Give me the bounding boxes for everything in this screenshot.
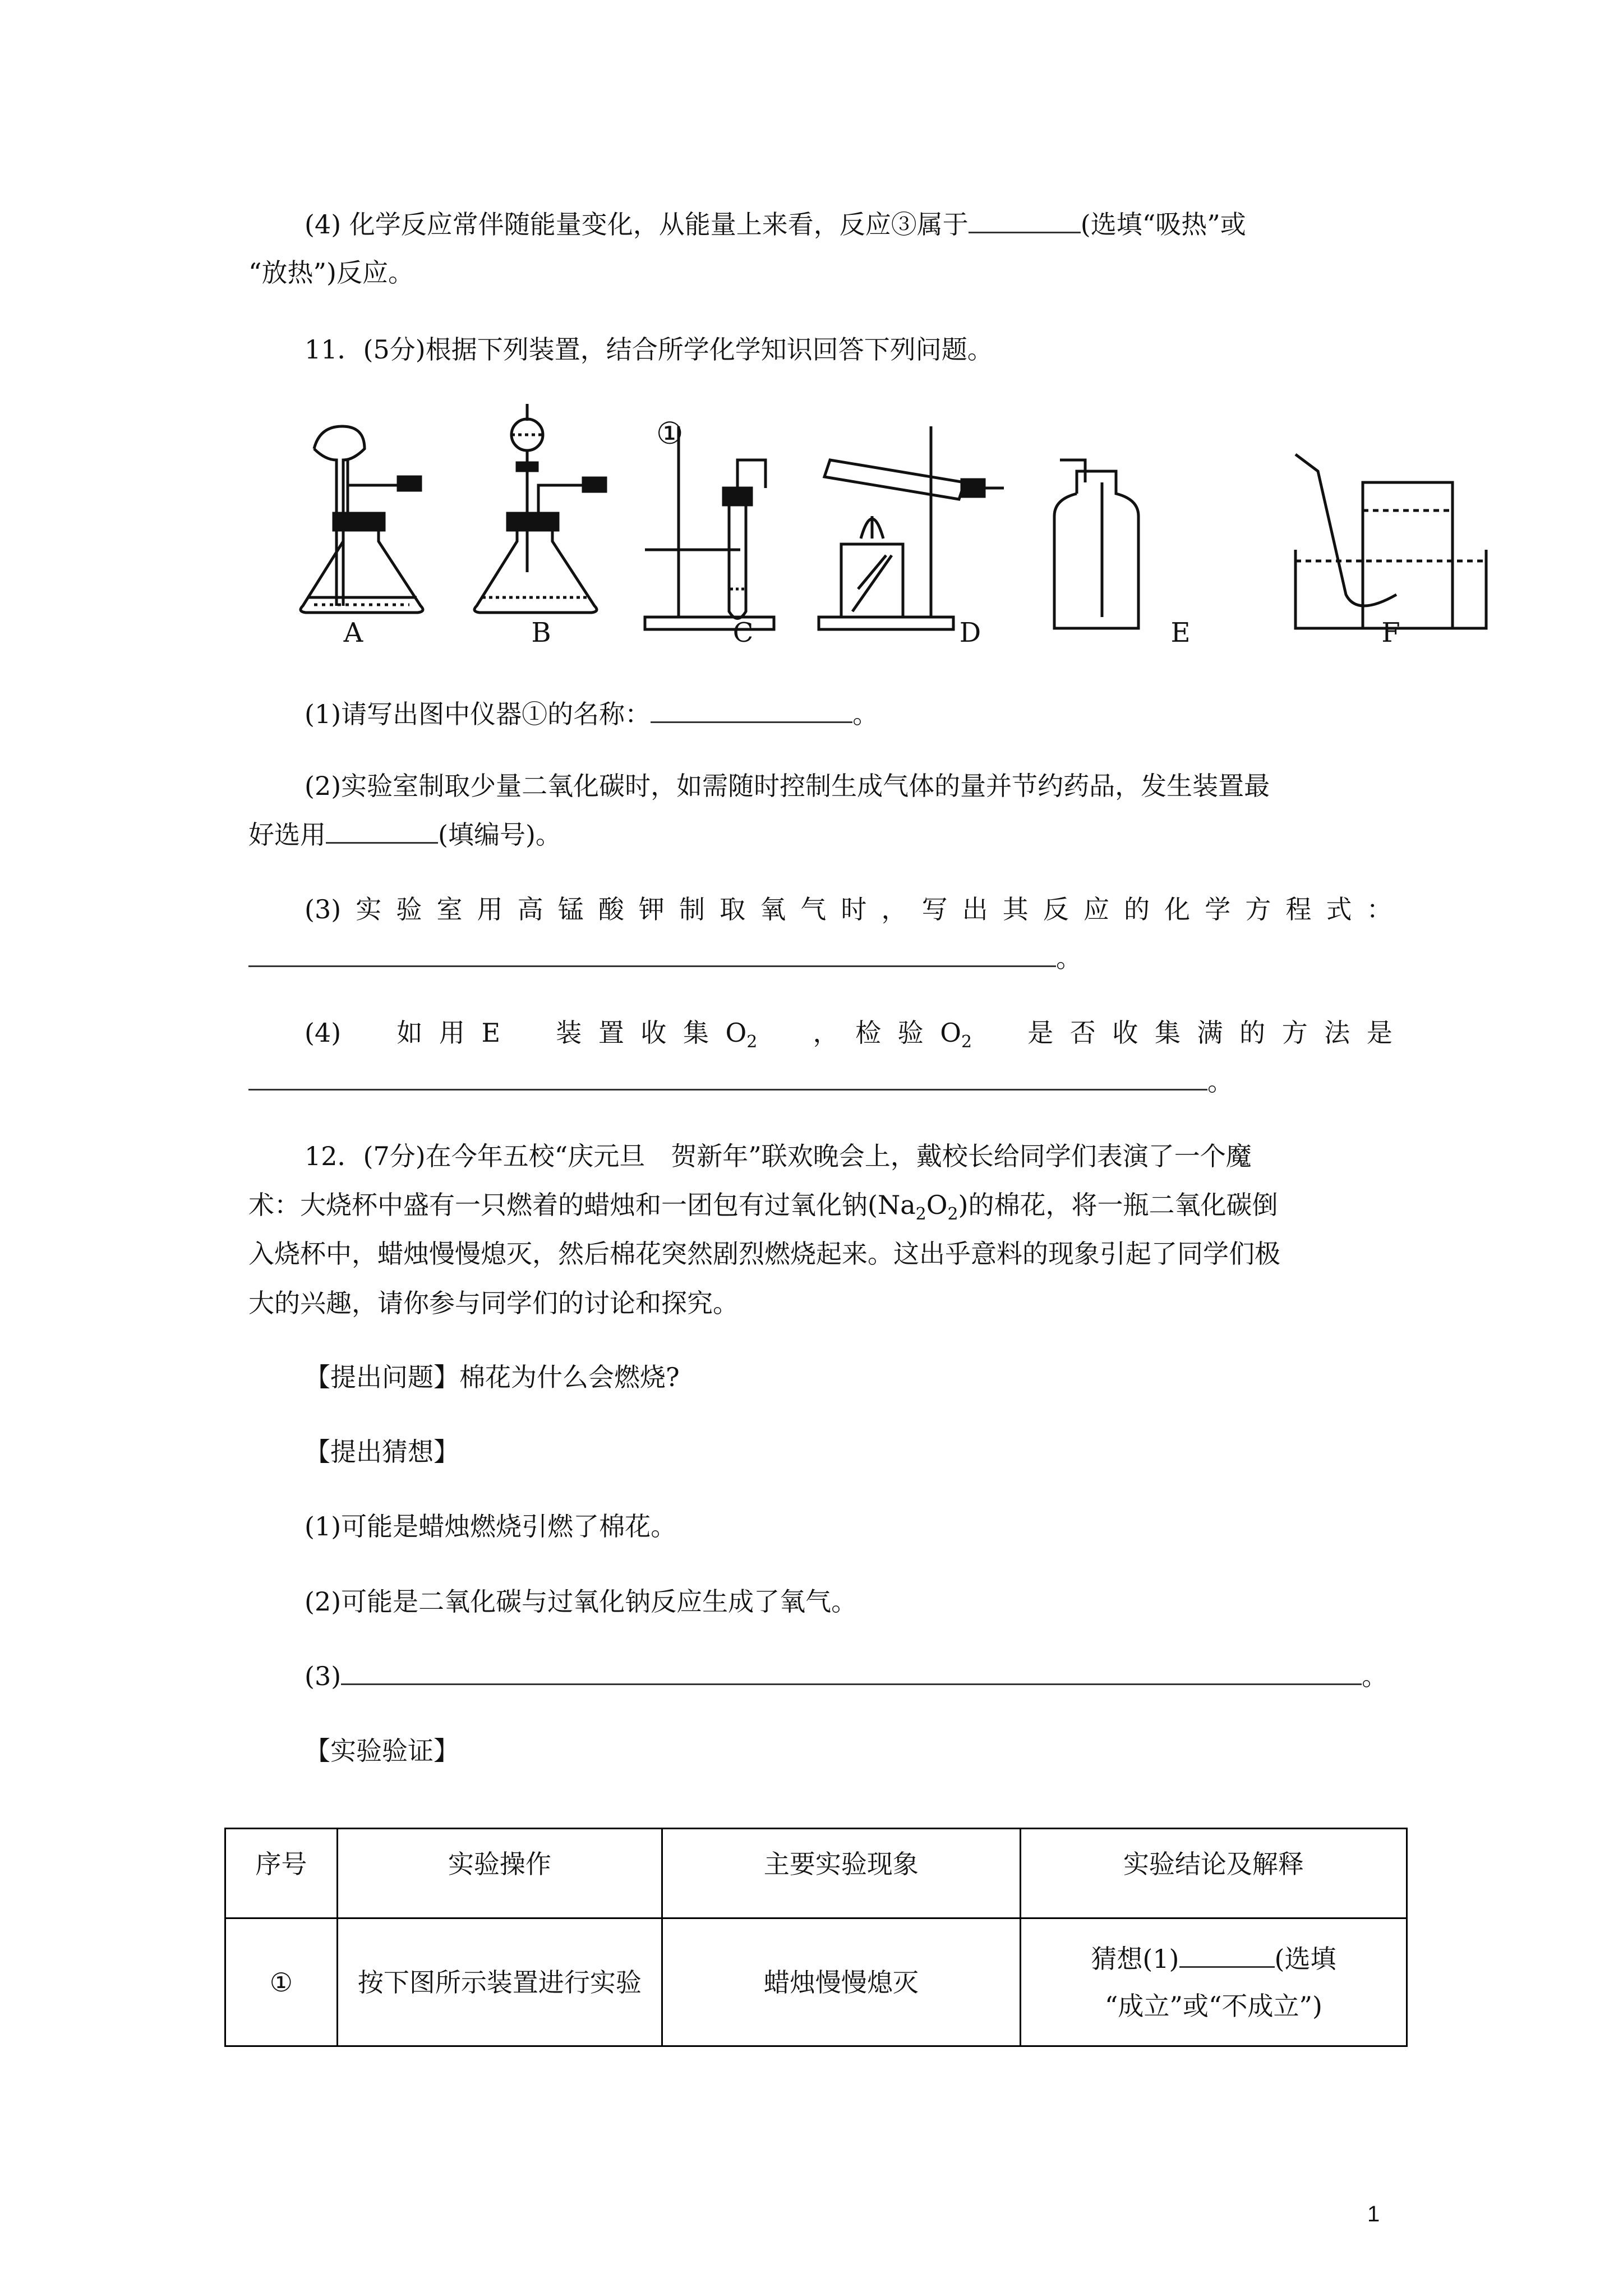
q12-verification-heading: 【实验验证】 — [305, 1736, 459, 1766]
q11-part2-line2: 好选用 (填编号)。 — [248, 820, 561, 850]
header-conclusion: 实验结论及解释 — [1020, 1829, 1407, 1918]
answer-blank[interactable] — [651, 699, 852, 723]
apparatus-e-gas-bottle — [1054, 460, 1138, 628]
q11-part4-line1: (4) 如 用 E 装 置 收 集 $O_2$ ， 检 验 $O_2$ 是 否 收 集 满 的 方 法 是 — [305, 1018, 1393, 1052]
table-row — [225, 1918, 1407, 2046]
label-f: F — [1381, 617, 1400, 648]
q12-hypothesis-3: (3) 。 — [305, 1661, 1388, 1691]
header-phenomenon: 主要实验现象 — [662, 1829, 1020, 1918]
q12-line1: 12．(7分)在今年五校“庆元旦 贺新年”联欢晚会上，戴校长给同学们表演了一个魔 — [305, 1141, 1252, 1171]
apparatus-c-test-tube-on-stand — [645, 426, 774, 629]
label-c: C — [732, 617, 754, 648]
q10-part4-line1: (4) 化学反应常伴随能量变化，从能量上来看，反应③属于 (选填“吸热”或 — [305, 209, 1246, 240]
label-d: D — [959, 617, 981, 648]
q12-line2: 术：大烧杯中盛有一只燃着的蜡烛和一团包有过氧化钠$(Na_2O_2)$的棉花，将一瓶二氧化碳倒 — [248, 1190, 1278, 1225]
q12-line4: 大的兴趣，请你参与同学们的讨论和探究。 — [248, 1288, 739, 1318]
q12-line3: 入烧杯中，蜡烛慢慢熄灭，然后棉花突然剧烈燃烧起来。这出乎意料的现象引起了同学们极 — [248, 1239, 1280, 1269]
label-e: E — [1170, 617, 1191, 648]
q11-part3-line2: 。 — [248, 940, 1082, 977]
q11-part1: (1)请写出图中仪器①的名称： 。 — [305, 699, 879, 729]
q12-hypothesis-1: (1)可能是蜡烛燃烧引燃了棉花。 — [305, 1511, 677, 1542]
q12-hypothesis-heading: 【提出猜想】 — [305, 1437, 459, 1467]
q11-heading: 11．(5分)根据下列装置，结合所学化学知识回答下列问题。 — [305, 334, 993, 365]
instrument-marker: ① — [656, 416, 684, 451]
q10-part4-line2: “放热”)反应。 — [248, 257, 414, 288]
answer-blank[interactable] — [248, 1066, 1207, 1091]
label-a: A — [343, 617, 363, 648]
experiment-table — [224, 1828, 1408, 2047]
cell-conclusion: 猜想(1) (选填 “成立”或“不成立”) — [1020, 1918, 1407, 2046]
cell-operation: 按下图所示装置进行实验 — [337, 1918, 662, 2046]
apparatus-d-heating-setup — [819, 426, 1004, 629]
apparatus-a-flask-with-funnel — [301, 426, 423, 613]
header-number: 序号 — [225, 1829, 338, 1918]
answer-blank[interactable] — [248, 943, 1056, 967]
q11-part2-line1: (2)实验室制取少量二氧化碳时，如需随时控制生成气体的量并节约药品，发生装置最 — [305, 771, 1270, 801]
header-operation: 实验操作 — [337, 1829, 662, 1918]
lab-apparatus-figure — [280, 404, 1503, 668]
answer-blank[interactable] — [341, 1661, 1362, 1685]
apparatus-b-flask-with-separatory-funnel — [474, 404, 606, 613]
q12-hypothesis-2: (2)可能是二氧化碳与过氧化钠反应生成了氧气。 — [305, 1586, 857, 1617]
answer-blank[interactable] — [969, 209, 1081, 233]
q11-part4-line2: 。 — [248, 1063, 1233, 1100]
page-number: 1 — [1367, 2202, 1380, 2226]
cell-number: ① — [225, 1918, 338, 2046]
label-b: B — [531, 617, 551, 648]
cell-phenomenon: 蜡烛慢慢熄灭 — [662, 1918, 1020, 2046]
answer-blank[interactable] — [326, 820, 438, 844]
table-header-row — [225, 1829, 1407, 1918]
q11-part3-line1: (3) 实 验 室 用 高 锰 酸 钾 制 取 氧 气 时 ， 写 出 其 反 应 的 化 学 方 程 式 ： — [305, 894, 1393, 924]
apparatus-f-water-trough — [1295, 454, 1486, 628]
answer-blank[interactable] — [1179, 1944, 1275, 1968]
q12-question: 【提出问题】棉花为什么会燃烧? — [305, 1362, 680, 1392]
